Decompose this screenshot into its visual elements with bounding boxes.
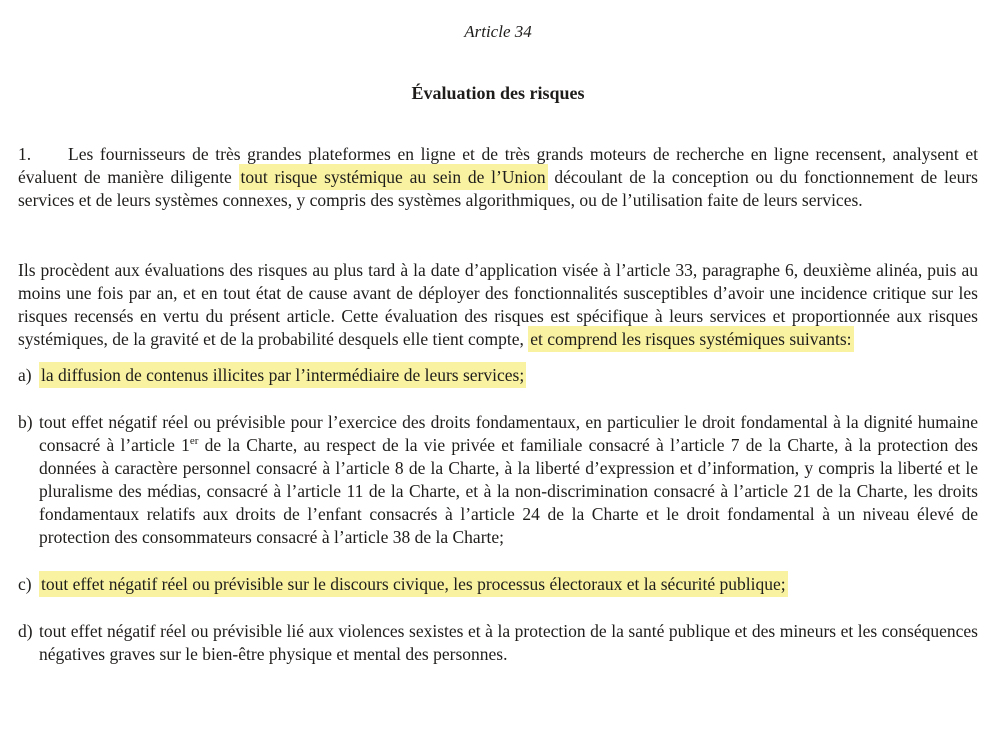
paragraph-1-text-end: découlant de la conception ou du fonctionnement de leurs services et de leurs systèmes connexes, y compris des systèmes algorithmiques, ou de l’utilisation faite de leurs services.	[18, 167, 978, 210]
highlight-comprend-risques: et comprend les risques systémiques suivants:	[528, 326, 853, 352]
paragraph-1-text-start: Les fournisseurs de très grandes plateformes en ligne et de très grands moteurs de recherche en ligne recensent, analysent et évaluent de manière diligente	[18, 144, 978, 187]
list-item-b	[18, 411, 978, 549]
highlight-systemic-risk-union: tout risque systémique au sein de l’Union	[239, 164, 548, 190]
highlight-contenus-illicites: la diffusion de contenus illicites par l’intermédiaire de leurs services;	[39, 362, 526, 388]
paragraph-1-number: 1.	[18, 144, 32, 164]
highlight-discours-civique: tout effet négatif réel ou prévisible sur le discours civique, les processus électoraux et la sécurité publique;	[39, 571, 788, 597]
list-item-d-text: tout effet négatif réel ou prévisible lié aux violences sexistes et à la protection de la santé publique et des mineurs et les conséquences négatives graves sur le bien-être physique et mental des personnes.	[39, 621, 978, 664]
paragraph-1	[18, 143, 978, 212]
list-item-b-text-start: tout effet négatif réel ou prévisible pour l’exercice des droits fondamentaux, en particulier le droit fondamental à la dignité humaine consacré à l’article 1	[39, 412, 978, 455]
list-item-b-label: b)	[18, 412, 33, 432]
list-item-a-body	[39, 364, 978, 387]
list-item-c	[18, 573, 978, 596]
list-item-d-label: d)	[18, 621, 33, 641]
paragraph-2-text-start: Ils procèdent aux évaluations des risques au plus tard à la date d’application visée à l’article 33, paragraphe 6, deuxième alinéa, puis au moins une fois par an, et en tout état de cause avant de déployer des fonctionnalités susceptibles d’avoir une incidence critique sur les risques recensés en vertu du présent article. Cette évaluation des risques est spécifique à leurs services et proportionnée aux risques systémiques, de la gravité et de la probabilité desquels elle tient compte,	[18, 260, 978, 349]
article-title: Article 34	[464, 22, 532, 41]
list-item-d	[18, 620, 978, 666]
ordinal-superscript: er	[189, 435, 199, 448]
list-item-a	[18, 364, 978, 387]
list-item-b-text-end: de la Charte, au respect de la vie privée et familiale consacré à l’article 7 de la Charte, à la protection des données à caractère personnel consacré à l’article 8 de la Charte, à la liberté d’expression et d’information, y compris la liberté et le pluralisme des médias, consacré à l’article 11 de la Charte, et à la non-discrimination consacré à l’article 21 de la Charte, les droits fondamentaux relatifs aux droits de l’enfant consacrés à l’article 24 de la Charte et le droit fondamental à un niveau élevé de protection des consommateurs consacré à l’article 38 de la Charte;	[39, 435, 978, 547]
risk-list	[18, 364, 978, 666]
list-item-d-body	[39, 620, 978, 666]
list-item-b-body	[39, 411, 978, 549]
list-item-c-body	[39, 573, 978, 596]
paragraph-2	[18, 259, 978, 351]
list-item-c-label: c)	[18, 574, 32, 594]
list-item-a-label: a)	[18, 365, 32, 385]
section-heading: Évaluation des risques	[411, 83, 585, 103]
